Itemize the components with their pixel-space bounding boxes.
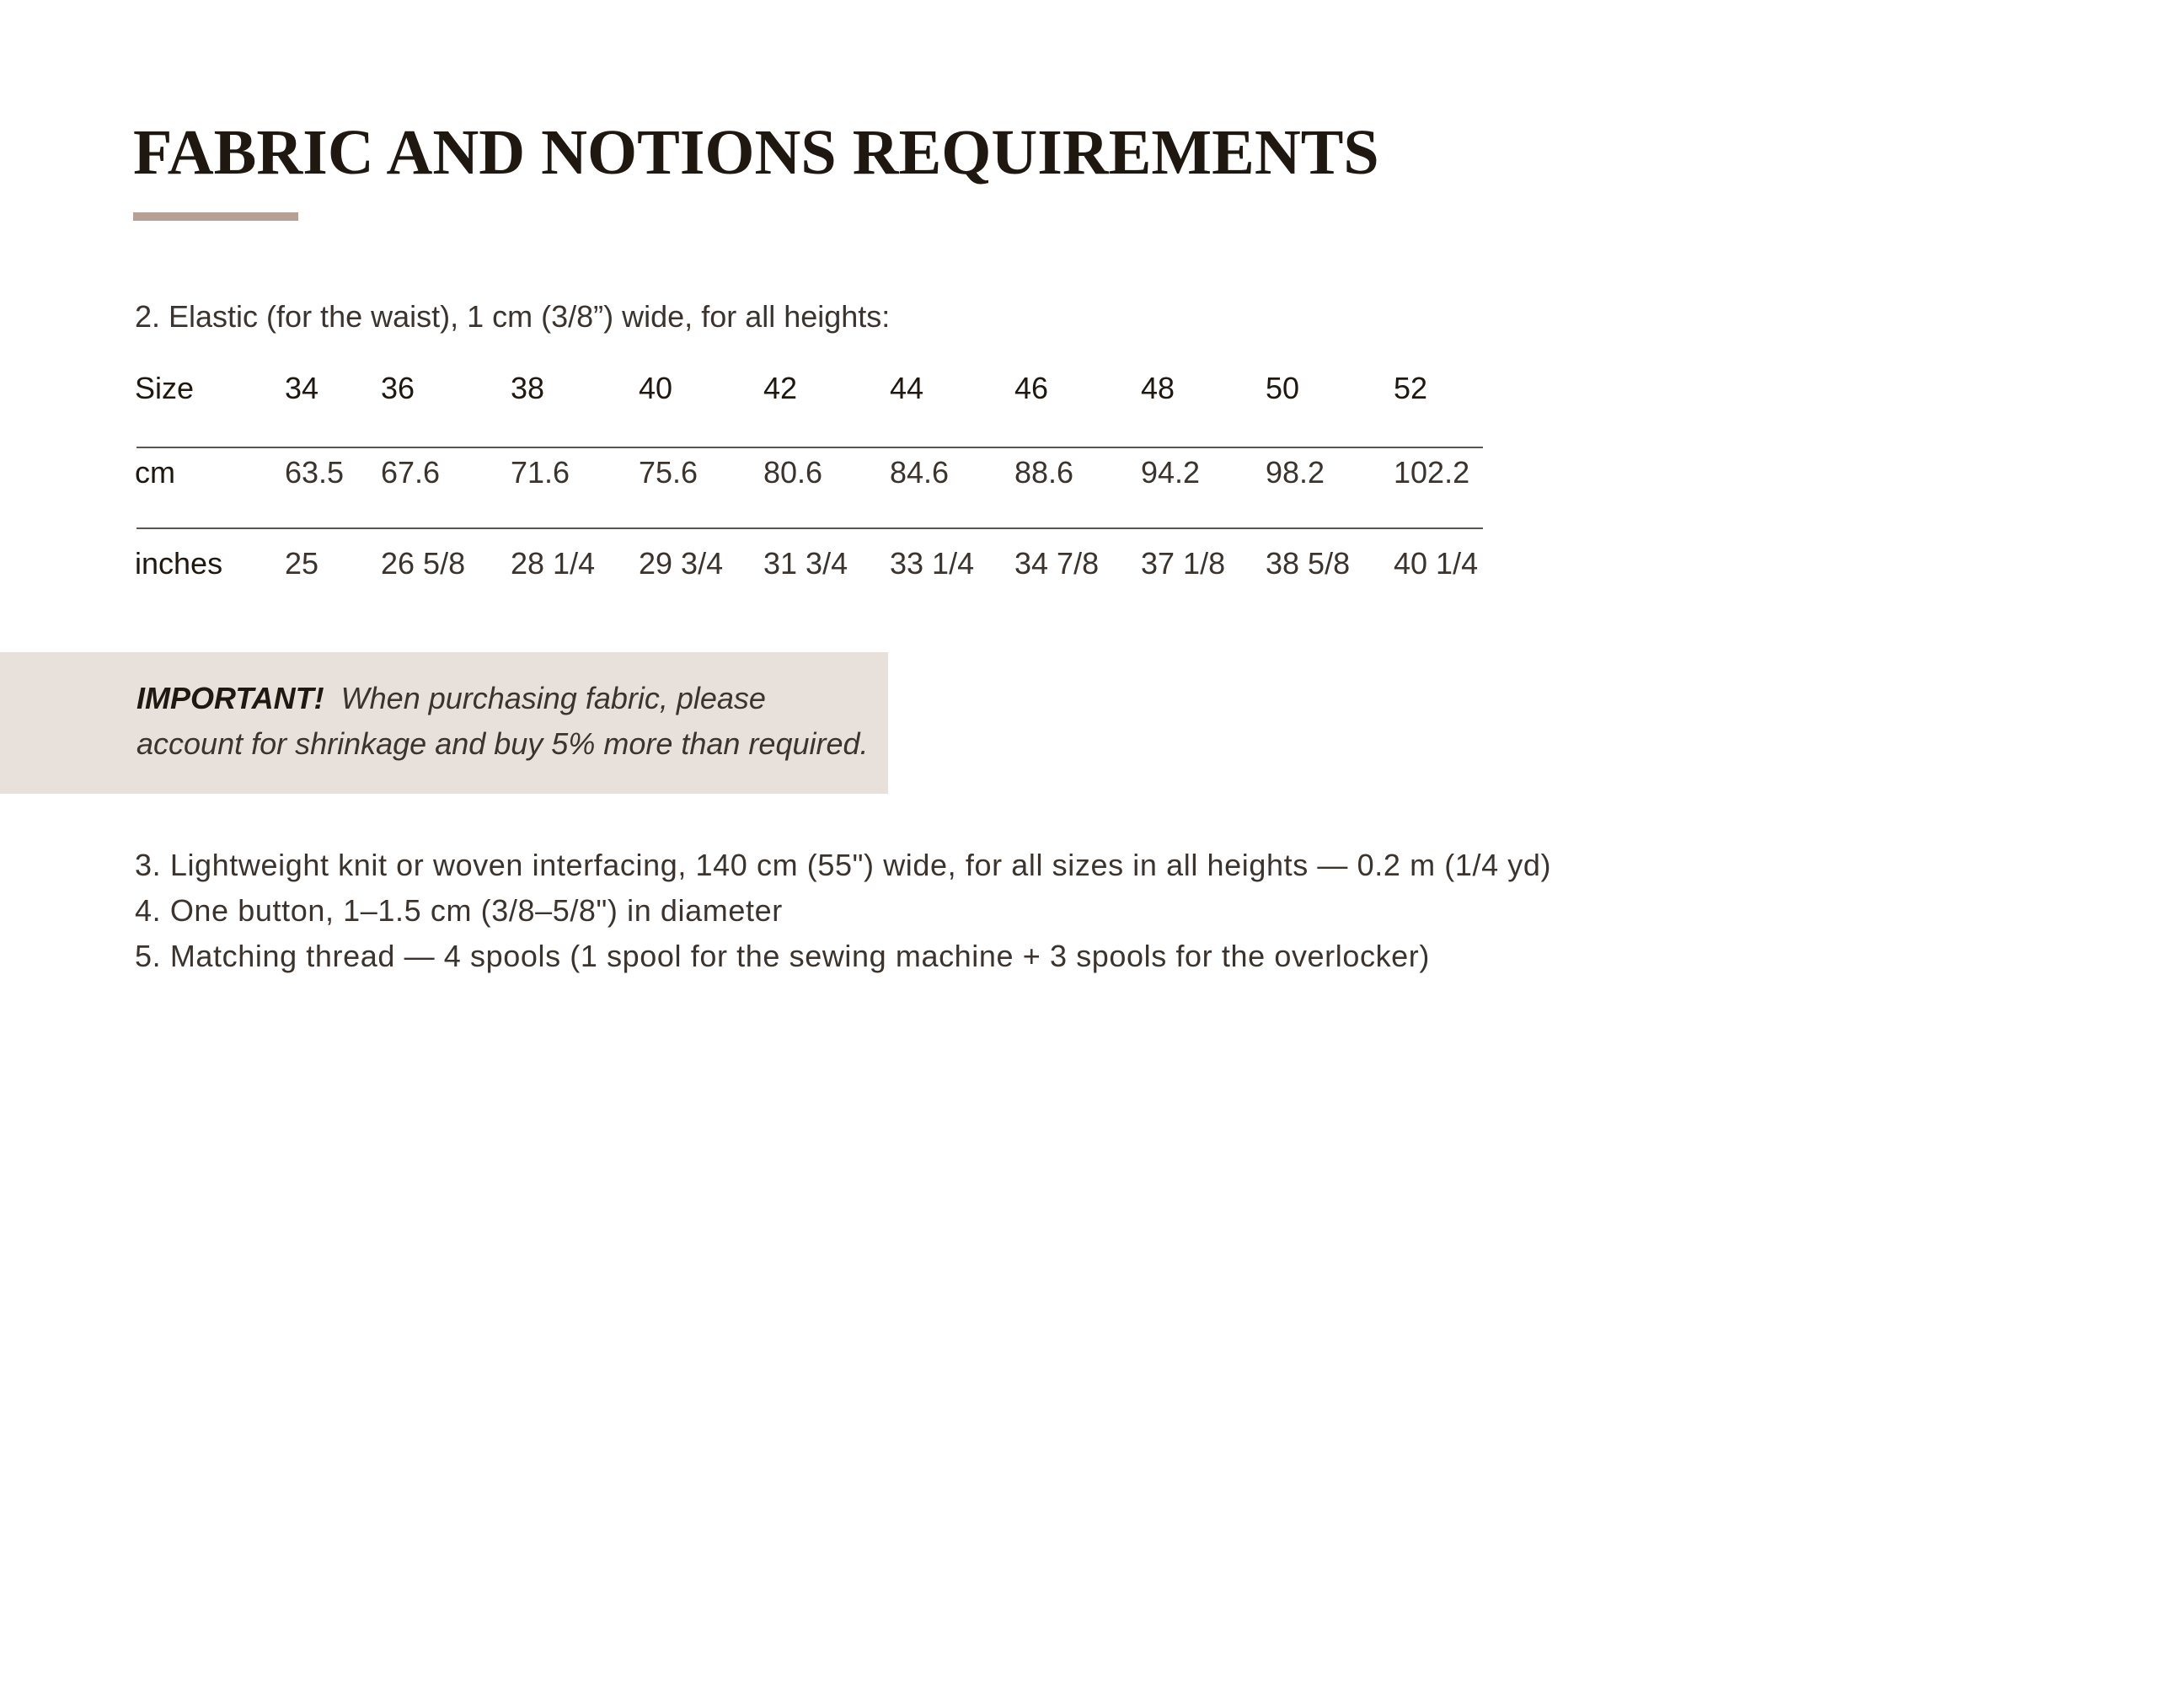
table-header-cell: 40 (639, 371, 673, 405)
table-row-label: cm (135, 455, 175, 490)
notions-list (135, 843, 1551, 979)
table-cell: 94.2 (1141, 455, 1201, 490)
table-cell: 71.6 (511, 455, 570, 490)
notice-label: IMPORTANT! (136, 681, 324, 715)
table-row-inches (135, 546, 1483, 637)
table-header-cell: 38 (511, 371, 545, 405)
table-cell: 88.6 (1014, 455, 1074, 490)
table-header-cell: 46 (1014, 371, 1049, 405)
list-item: 5. Matching thread — 4 spools (1 spool for the sewing machine + 3 spools for the overlocker) (135, 939, 1430, 973)
notice-text (136, 676, 878, 767)
table-cell: 34 7/8 (1014, 546, 1100, 581)
title-underline (133, 212, 298, 221)
table-header-cell: 34 (285, 371, 319, 405)
table-cell: 33 1/4 (890, 546, 975, 581)
table-header-label: Size (135, 371, 195, 405)
table-cell: 37 1/8 (1141, 546, 1226, 581)
table-header-cell: 44 (890, 371, 924, 405)
notice-body: When purchasing fabric, please account for shrinkage and buy 5% more than required. (136, 681, 869, 761)
table-row-cm (135, 455, 1483, 546)
table-cell: 40 1/4 (1394, 546, 1479, 581)
elastic-intro: 2. Elastic (for the waist), 1 cm (3/8”) wide, for all heights: (135, 299, 891, 334)
table-divider (136, 527, 1483, 529)
table-cell: 25 (285, 546, 319, 581)
table-cell: 63.5 (285, 455, 345, 490)
table-row-label: inches (135, 546, 223, 581)
table-header-row (135, 371, 1483, 455)
table-header-cell: 36 (381, 371, 415, 405)
table-header-cell: 50 (1266, 371, 1300, 405)
table-cell: 80.6 (763, 455, 823, 490)
table-cell: 26 5/8 (381, 546, 466, 581)
table-cell: 84.6 (890, 455, 950, 490)
table-cell: 28 1/4 (511, 546, 596, 581)
table-cell: 29 3/4 (639, 546, 724, 581)
table-cell: 67.6 (381, 455, 441, 490)
table-cell: 38 5/8 (1266, 546, 1351, 581)
table-header-cell: 42 (763, 371, 798, 405)
list-item: 4. One button, 1–1.5 cm (3/8–5/8") in diameter (135, 893, 783, 928)
table-cell: 75.6 (639, 455, 698, 490)
table-header-cell: 52 (1394, 371, 1428, 405)
list-item: 3. Lightweight knit or woven interfacing, 140 cm (55") wide, for all sizes in all heights — 0.2 m (1/4 yd) (135, 848, 1552, 882)
table-cell: 31 3/4 (763, 546, 848, 581)
table-divider (136, 447, 1483, 448)
table-cell: 102.2 (1394, 455, 1470, 490)
table-cell: 98.2 (1266, 455, 1325, 490)
page-title: FABRIC AND NOTIONS REQUIREMENTS (133, 117, 1379, 188)
table-header-cell: 48 (1141, 371, 1175, 405)
important-notice (0, 652, 888, 794)
elastic-size-table (135, 371, 1483, 637)
